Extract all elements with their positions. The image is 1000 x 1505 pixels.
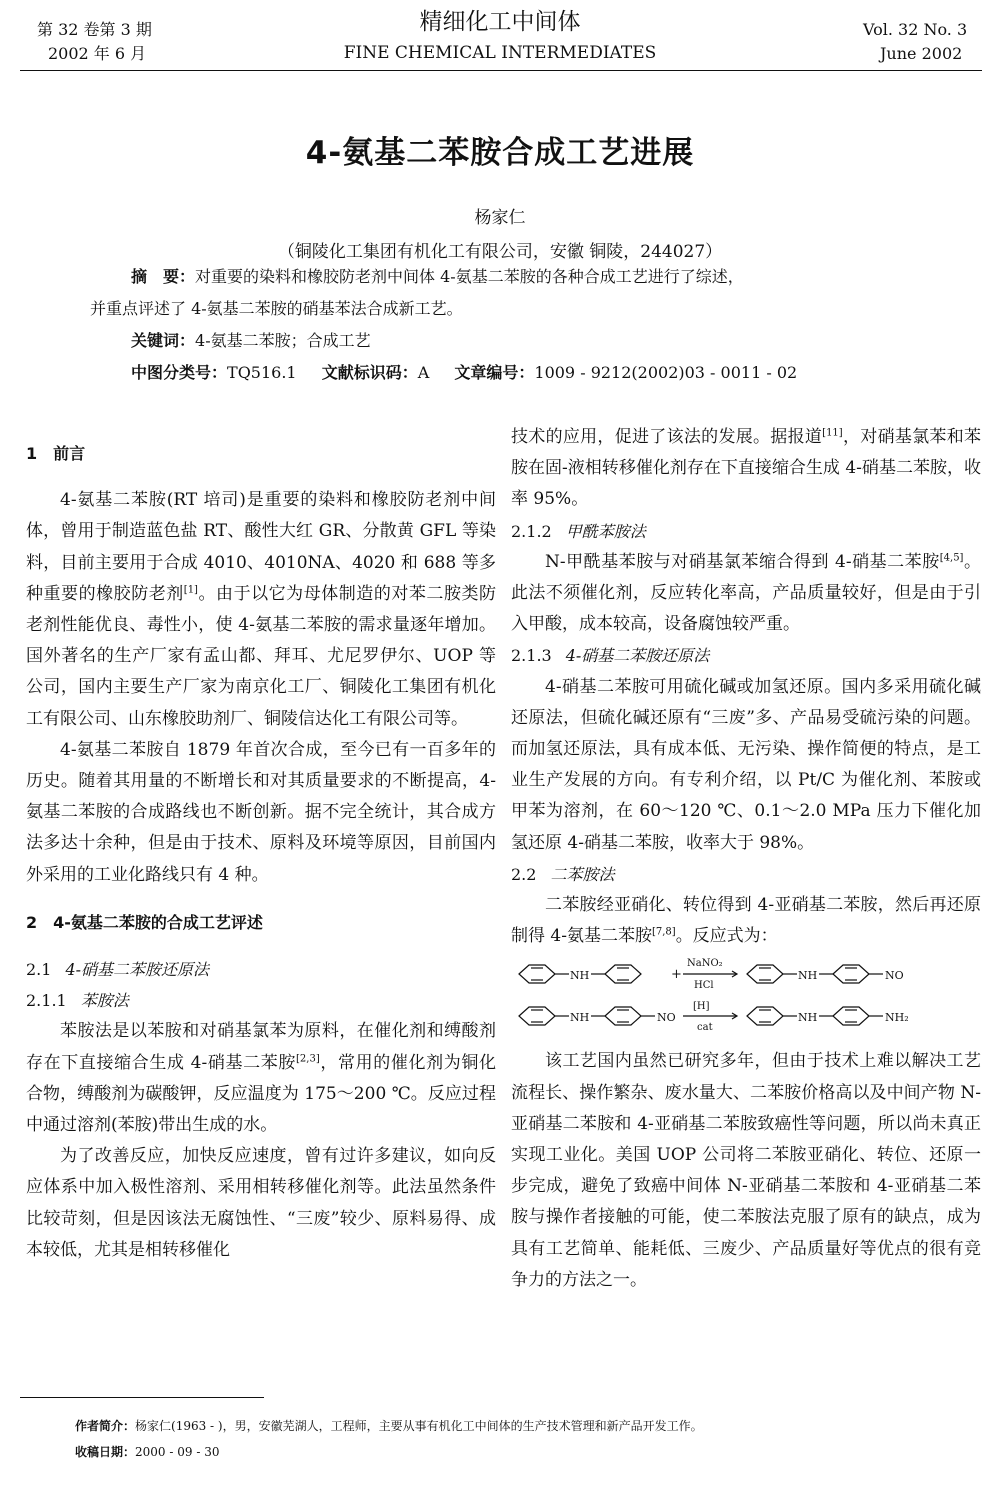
- citation: [4,5]: [939, 552, 964, 564]
- subsection-2-1-2-heading: [511, 516, 981, 547]
- section-2-heading: 2 4-氨基二苯胺的合成工艺评述: [26, 912, 263, 932]
- reagent-catalyst: cat: [697, 1022, 713, 1034]
- clc-label: 中图分类号：: [131, 363, 228, 382]
- footnote-rule: [20, 1397, 264, 1398]
- clc-value: TQ516.1: [227, 363, 297, 382]
- paragraph-ptc-text: 技术的应用，促进了该法的发展。据报道: [511, 427, 823, 447]
- subsection-2-1-1-heading: [26, 985, 496, 1016]
- benzene-ring-icon: [833, 965, 869, 983]
- paragraph-intro-2: 4-氨基二苯胺自 1879 年首次合成，至今已有一百多年的历史。随着其用量的不断增长和对其质量要求的不断提高，4-氨基二苯胺的合成路线也不断创新。据不完全统计，其合成方法多达十余种，但是由于技术、原料及环境等原因，目前国内外采用的工业化路线只有 4 种。: [26, 739, 496, 885]
- subsection-number: 2.1.2: [511, 521, 552, 541]
- paragraph-ptc-continued: [511, 422, 981, 516]
- nitroso-label: NO: [657, 1011, 676, 1025]
- subsection-2-2-heading: [511, 859, 981, 890]
- reagent-nano2: NaNO₂: [687, 958, 723, 970]
- abstract-label: 摘 要：: [131, 267, 196, 286]
- received-value: 2000 - 09 - 30: [135, 1445, 220, 1459]
- reagent-hydrogen: [H]: [693, 1001, 710, 1013]
- article-no-label: 文章编号：: [454, 363, 535, 382]
- keywords-line: [131, 326, 371, 355]
- citation: [1]: [183, 584, 198, 596]
- paragraph-formanilide-text-b: 。此法不须催化剂，反应转化率高，产品质量较好，但是由于引入甲酸，成本较高，设备腐蚀较严重。: [511, 551, 981, 635]
- journal-title-cn: 精细化工中间体: [419, 9, 581, 35]
- bio-label: 作者简介：: [75, 1419, 136, 1433]
- paragraph-intro-1-text: 4-氨基二苯胺(RT 培司)是重要的染料和橡胶防老剂中间体，曾用于制造蓝色盐 RT、酸性大红 GR、分散黄 GFL 等染料，目前主要用于合成 4010、4010NA、4020 和 688 等多种重要的橡胶防老剂: [26, 490, 496, 604]
- doc-code-value: A: [417, 363, 430, 382]
- article-no-value: 1009 - 9212(2002)03 - 0011 - 02: [534, 363, 798, 382]
- abstract-line-2: 并重点评述了 4-氨基二苯胺的硝基苯法合成新工艺。: [90, 299, 463, 318]
- author-bio: [75, 1414, 703, 1438]
- paragraph-diphenylamine-text: 二苯胺经亚硝化、转位得到 4-亚硝基二苯胺，然后再还原制得 4-氨基二苯胺: [511, 895, 981, 947]
- volume-issue-en: Vol. 32 No. 3: [863, 20, 968, 39]
- paragraph-diphenylamine-text-b: 。反应式为：: [675, 926, 778, 947]
- subsection-number: 2.1: [26, 960, 52, 980]
- plus-sign: +: [671, 967, 682, 983]
- article-title: 4-氨基二苯胺合成工艺进展: [305, 135, 695, 171]
- subsection-number: 2.1.3: [511, 646, 552, 666]
- benzene-ring-icon: [519, 1007, 555, 1025]
- citation: [2,3]: [296, 1053, 320, 1064]
- paragraph-aniline-1: [26, 1016, 496, 1141]
- amino-label: NH₂: [885, 1011, 909, 1025]
- received-date: [75, 1440, 219, 1464]
- citation: [11]: [822, 427, 843, 439]
- benzene-ring-icon: [833, 1007, 869, 1025]
- keywords-text: 4-氨基二苯胺；合成工艺: [195, 331, 371, 350]
- reaction-scheme: [511, 954, 981, 1042]
- paragraph-aniline-1-text-b: ，常用的催化剂为铜化合物，缚酸剂为碳酸钾，反应温度为 175～200 ℃。反应过程中通过溶剂(苯胺)带出生成的水。: [26, 1052, 497, 1136]
- bio-text: 杨家仁(1963 - )，男，安徽芜湖人，工程师，主要从事有机化工中间体的生产技术管理和新产品开发工作。: [135, 1419, 703, 1433]
- paragraph-uop: 该工艺国内虽然已研究多年，但由于技术上难以解决工艺流程长、操作繁杂、废水量大、二苯胺价格高以及中间产物 N-亚硝基二苯胺和 4-亚硝基二苯胺致癌性等问题，所以尚未真正实现工业化。美国 UOP 公司将二苯胺亚硝化、转位、还原一步完成，避免了致癌中间体 N-亚硝基二苯胺和 4-亚硝基二苯胺与操作者接触的可能，使二苯胺法克服了原有的缺点，成为具有工艺简单、能耗低、三废少、产品质量好等优点的很有竞争力的方法之一。: [511, 1051, 981, 1290]
- subsection-title: 二苯胺法: [550, 864, 615, 884]
- subsection-title: 4-硝基二苯胺还原法: [565, 646, 710, 666]
- classification-line: [131, 358, 797, 387]
- benzene-ring-icon: [605, 1007, 641, 1025]
- paragraph-aniline-2: 为了改善反应，加快反应速度，曾有过许多建议，如向反应体系中加入极性溶剂、采用相转移催化剂等。此法虽然条件比较苛刻，但是因该法无腐蚀性、“三废”较少、原料易得、成本较低，尤其是相转移催化: [26, 1146, 496, 1260]
- paragraph-ptc-text-b: ，对硝基氯苯和苯胺在固-液相转移催化剂存在下直接缩合生成 4-硝基二苯胺，收率 95%。: [511, 427, 982, 510]
- benzene-ring-icon: [605, 965, 641, 983]
- nh-label: NH: [570, 969, 590, 983]
- benzene-ring-icon: [519, 965, 555, 983]
- paragraph-formanilide-text: N-甲酰基苯胺与对硝基氯苯缩合得到 4-硝基二苯胺: [545, 551, 940, 572]
- subsection-title: 4-硝基二苯胺还原法: [65, 960, 210, 980]
- right-column: [511, 422, 981, 1296]
- subsection-number: 2.1.1: [26, 991, 67, 1011]
- date-cn: 2002 年 6 月: [48, 44, 147, 63]
- author-name: 杨家仁: [474, 208, 526, 228]
- date-en: June 2002: [880, 44, 963, 63]
- abstract-text-1: 对重要的染料和橡胶防老剂中间体 4-氨基二苯胺的各种合成工艺进行了综述，: [195, 267, 744, 286]
- author-affiliation: （铜陵化工集团有机化工有限公司，安徽 铜陵，244027）: [277, 242, 723, 262]
- subsection-number: 2.2: [511, 864, 537, 884]
- paragraph-diphenylamine: [511, 890, 981, 952]
- nitroso-label: NO: [885, 969, 904, 983]
- reagent-hcl: HCl: [694, 980, 714, 992]
- subsection-2-1-3-heading: [511, 640, 981, 671]
- doc-code-label: 文献标识码：: [321, 363, 418, 382]
- paragraph-intro-1: [26, 485, 496, 735]
- nh-label: NH: [798, 1011, 818, 1025]
- header-rule: [20, 70, 982, 71]
- section-1-heading: 1 前言: [26, 444, 86, 463]
- left-column: [26, 438, 496, 1266]
- citation: [7,8]: [651, 926, 676, 938]
- paragraph-reduction: 4-硝基二苯胺可用硫化碱或加氢还原。国内多采用硫化碱还原法，但硫化碱还原有“三废”多、产品易受硫污染的问题。而加氢还原法，具有成本低、无污染、操作简便的特点，是工业生产发展的方向。有专利介绍，以 Pt/C 为催化剂、苯胺或甲苯为溶剂，在 60～120 ℃、0.1～2.0 MPa 压力下催化加氢还原 4-硝基二苯胺，收率大于 98%。: [511, 676, 981, 853]
- paragraph-formanilide: [511, 547, 981, 641]
- subsection-title: 苯胺法: [80, 991, 129, 1011]
- subsection-2-1-heading: [26, 954, 496, 985]
- paragraph-intro-1-text-b: 。由于以它为母体制造的对苯二胺类防老剂性能优良、毒性小，使 4-氨基二苯胺的需求量逐年增加。国外著名的生产厂家有孟山都、拜耳、尤尼罗伊尔、UOP 等公司，国内主要生产厂家为南京化工厂、铜陵化工集团有机化工有限公司、山东橡胶助剂厂、铜陵信达化工有限公司等。: [26, 583, 497, 729]
- subsection-title: 甲酰苯胺法: [565, 521, 646, 541]
- benzene-ring-icon: [747, 965, 783, 983]
- benzene-ring-icon: [747, 1007, 783, 1025]
- nh-label: NH: [570, 1011, 590, 1025]
- nh-label: NH: [798, 969, 818, 983]
- volume-issue-cn: 第 32 卷第 3 期: [37, 20, 152, 39]
- keywords-label: 关键词：: [131, 331, 196, 350]
- paragraph-aniline-1-text: 苯胺法是以苯胺和对硝基氯苯为原料，在催化剂和缚酸剂存在下直接缩合生成 4-硝基二苯胺: [26, 1021, 496, 1073]
- journal-title-en: FINE CHEMICAL INTERMEDIATES: [343, 43, 657, 63]
- abstract-line-1: [131, 262, 744, 291]
- received-label: 收稿日期：: [75, 1445, 136, 1459]
